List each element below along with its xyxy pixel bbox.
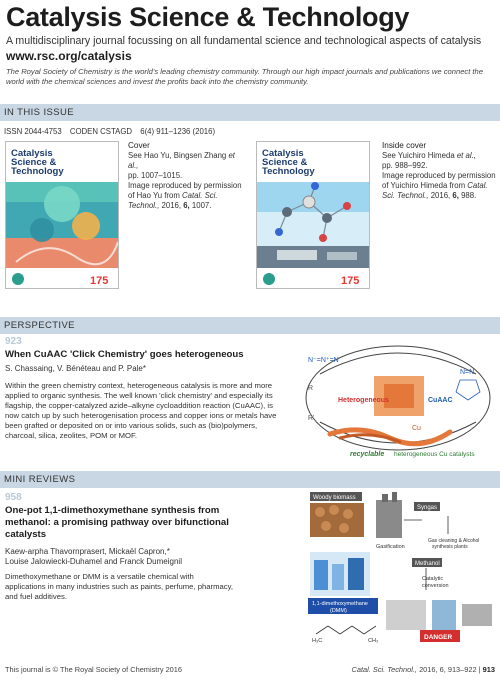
danger-label: DANGER <box>424 634 453 641</box>
cover-credit: Image reproduced by permission of Hao Yu from Catal. Sci. Technol., 2016, 6, 1007. <box>128 181 242 210</box>
gas-cleaning-line2: synthesis plants <box>432 544 468 550</box>
cover-title-line3: Technology <box>11 166 64 177</box>
cover-illustration <box>6 142 119 289</box>
mini-review-article-title[interactable]: One-pot 1,1-dimethoxymethane synthesis from methanol: a promising pathway over bifunctional catalysts <box>5 505 229 540</box>
inside-anniversary-badge: 175 <box>341 275 360 287</box>
cover-caption <box>128 141 246 211</box>
journal-url-link[interactable]: www.rsc.org/catalysis <box>6 49 132 63</box>
inside-cover-image[interactable] <box>256 141 370 289</box>
syngas-label: Syngas <box>417 505 438 511</box>
section-heading: MINI REVIEWS <box>4 474 76 485</box>
mini-review-page-number: 958 <box>5 492 22 503</box>
footer-citation: Catal. Sci. Technol., 2016, 6, 913–922 | 913 <box>351 665 495 674</box>
perspective-abstract: Within the green chemistry context, heterogeneous catalysis is more and more applied to organic synthesis. The well known 'click chemistry' and especially its flagship, the copper-catalyzed azide–alkyne cycloaddition reaction (CuAAC), is now catch up by such heterogenisation process and copper ions or metals have been grafted or deposited on or into various solids, such as (bio)polymers, charcoal, silica, zeolites, POM or MOF. <box>5 381 277 440</box>
journal-title: Catalysis Science & Technology <box>6 2 410 32</box>
cover-see-line: See Hao Yu, Bingsen Zhang et al., <box>128 151 235 170</box>
catalytic-line1: Catalytic <box>422 576 444 582</box>
inside-cover-title-line3: Technology <box>262 166 315 177</box>
svg-text:N⁻=N⁺=N: N⁻=N⁺=N <box>308 357 339 364</box>
woody-biomass-label: Woody biomass <box>313 495 356 501</box>
inside-cover-see-line: See Yuichiro Himeda et al., <box>382 151 476 160</box>
perspective-article-title[interactable]: When CuAAC 'Click Chemistry' goes heterogeneous <box>5 349 244 360</box>
inside-cover-illustration <box>257 142 370 289</box>
inside-cover-pages: pp. 988–992. <box>382 161 428 170</box>
gasification-label: Gasification <box>376 544 405 550</box>
mini-review-graphical-abstract <box>304 490 496 652</box>
inside-cover-credit: Image reproduced by permission of Yuichiro Himeda from Catal. Sci. Technol., 2016, 6, 988. <box>382 171 496 200</box>
dmm-line1: 1,1-dimethoxymethane <box>312 601 368 607</box>
cover-title-line2: Science & <box>11 157 57 168</box>
masthead <box>6 2 496 87</box>
section-bar-perspective <box>0 317 500 334</box>
svg-text:R': R' <box>308 415 315 422</box>
cuaac-label: CuAAC <box>428 397 453 404</box>
cover-label: Cover <box>128 141 150 150</box>
footer-page-number: 913 <box>482 665 495 674</box>
journal-tagline: A multidisciplinary journal focussing on all fundamental science and technological aspects of catalysis <box>6 35 482 47</box>
coden: CODEN CSTAGD <box>69 127 133 136</box>
svg-text:R: R <box>308 385 314 392</box>
perspective-graphical-abstract <box>300 334 496 458</box>
copyright-notice: This journal is © The Royal Society of Chemistry 2016 <box>5 665 183 674</box>
perspective-authors: S. Chassaing, V. Bénéteau and P. Pale* <box>5 364 146 373</box>
anniversary-badge: 175 <box>90 275 109 287</box>
catalysts-label: heterogeneous Cu catalysts <box>394 451 475 458</box>
section-bar-in-this-issue <box>0 104 500 121</box>
svg-text:H₃C: H₃C <box>312 638 323 644</box>
perspective-page-number: 923 <box>5 336 22 347</box>
section-bar-mini-reviews <box>0 471 500 488</box>
gas-cleaning-line1: Gas cleaning & Alcohol <box>428 538 480 544</box>
dmm-line2: (DMM) <box>330 608 347 614</box>
cover-title-line1: Catalysis <box>11 148 53 159</box>
svg-text:N=N: N=N <box>460 369 475 376</box>
recyclable-label: recyclable <box>350 451 385 458</box>
section-heading: PERSPECTIVE <box>4 320 75 331</box>
mini-review-authors: Kaew-arpha Thavornprasert, Mickaël Capron,* Louise Jalowiecki-Duhamel and Franck Dumeignil <box>5 547 182 566</box>
cover-pages: pp. 1007–1015. <box>128 171 183 180</box>
section-heading: IN THIS ISSUE <box>4 107 74 118</box>
page-footer <box>5 665 495 674</box>
svg-text:CH₃: CH₃ <box>368 638 379 644</box>
inside-cover-title-line1: Catalysis <box>262 148 304 159</box>
issue-reference: 6(4) 911–1236 (2016) <box>140 127 216 136</box>
inside-cover-title-line2: Science & <box>262 157 308 168</box>
catalytic-line2: conversion <box>422 583 449 589</box>
issn: ISSN 2044-4753 <box>4 127 62 136</box>
issue-info <box>4 127 221 136</box>
rsc-description: The Royal Society of Chemistry is the world's leading chemistry community. Through our high impact journals and publications we connect the world with the chemical sciences and invest the profits back into the chemistry community. <box>6 67 483 86</box>
cu-label: Cu <box>412 425 421 432</box>
methanol-label: Methanol <box>415 561 440 567</box>
cover-image[interactable] <box>5 141 119 289</box>
inside-cover-label: Inside cover <box>382 141 427 150</box>
mini-review-abstract: Dimethoxymethane or DMM is a versatile chemical with applications in many industries such as paints, perfume, pharmacy, and fuel additives. <box>5 572 234 601</box>
heterogeneous-label: Heterogeneous <box>338 397 389 404</box>
inside-cover-caption <box>382 141 500 201</box>
